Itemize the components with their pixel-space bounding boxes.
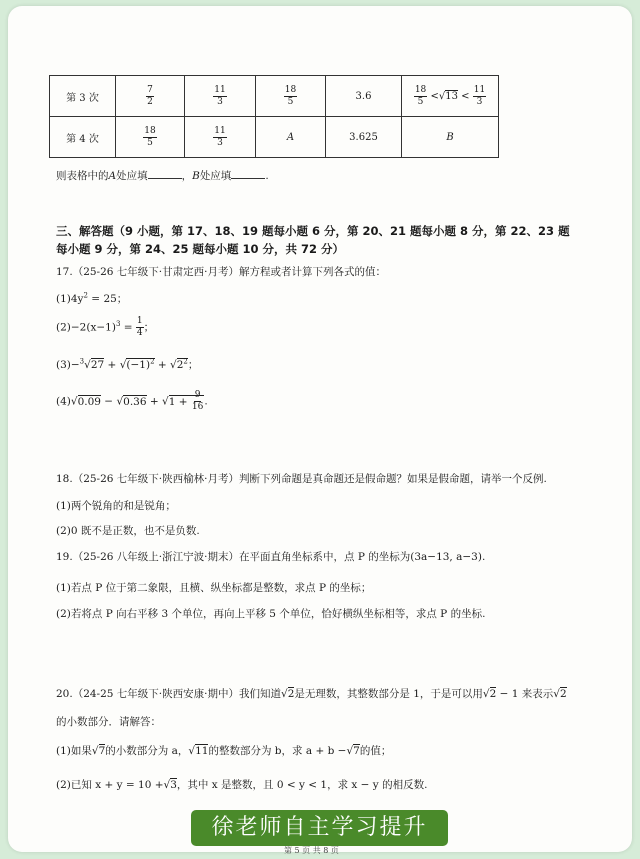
q19-item-2: (2)若将点 P 向右平移 3 个单位，再向上平移 5 个单位，恰好横纵坐标相等，求点 P 的坐标. bbox=[56, 608, 486, 620]
answer-table bbox=[49, 75, 499, 158]
page-footer: 第 5 页 共 8 页 bbox=[284, 846, 339, 855]
table-cell: $\frac{7}{2}$ bbox=[116, 76, 185, 117]
answer-blank[interactable] bbox=[231, 169, 265, 179]
q17-item-1: $(1)4y^2 = 25$； bbox=[56, 291, 128, 305]
fill-blank-line: 则表格中的A处应填 ，B处应填 . bbox=[56, 170, 269, 182]
q18-item-1: (1)两个锐角的和是锐角； bbox=[56, 500, 176, 512]
table-cell: $\frac{18}{5}$ bbox=[256, 76, 326, 117]
q17-item-4: (4)√0.09 − √0.36 + √1 + $\frac{9}{16}$ . bbox=[56, 390, 208, 412]
question-17-stem: 17.（25-26 七年级下·甘肃定西·月考）解方程或者计算下列各式的值： bbox=[56, 266, 386, 278]
answer-blank[interactable] bbox=[148, 169, 182, 179]
table-cell: $\frac{18}{5}$ <√13 < $\frac{11}{3}$ bbox=[402, 76, 499, 117]
q18-item-2: (2)0 既不是正数，也不是负数. bbox=[56, 525, 200, 537]
table-cell: $\frac{18}{5}$ bbox=[116, 117, 185, 158]
question-18-stem: 18.（25-26 七年级下·陕西榆林·月考）判断下列命题是真命题还是假命题？如果是假命题，请举一个反例. bbox=[56, 473, 547, 485]
table-row bbox=[50, 76, 499, 117]
table-cell: B bbox=[402, 117, 499, 158]
section-heading-cont: 每小题 9 分，第 24、25 题每小题 10 分，共 72 分） bbox=[56, 242, 345, 256]
question-20-stem-cont: 的小数部分．请解答： bbox=[56, 716, 161, 728]
watermark-banner: 徐老师自主学习提升 bbox=[191, 810, 448, 846]
table-cell: A bbox=[256, 117, 326, 158]
question-20-stem: 20.（24-25 七年级下·陕西安康·期中）我们知道√2是无理数，其整数部分是 1，于是可以用√2 − 1 来表示√2 bbox=[56, 688, 567, 700]
table-cell: 第 4 次 bbox=[50, 117, 116, 158]
q17-item-2: $(2)-2(x-1)^3$ = $\frac{1}{4}$ ； bbox=[56, 316, 155, 338]
q19-item-1: (1)若点 P 位于第二象限，且横、纵坐标都是整数，求点 P 的坐标； bbox=[56, 582, 372, 594]
table-cell: $\frac{11}{3}$ bbox=[185, 117, 256, 158]
question-19-stem: 19.（25-26 八年级上·浙江宁波·期末）在平面直角坐标系中，点 P 的坐标为(3a−13, a−3). bbox=[56, 551, 486, 563]
section-heading: 三、解答题（9 小题，第 17、18、19 题每小题 6 分，第 20、21 题每小题 8 分，第 22、23 题 bbox=[56, 224, 570, 238]
q20-item-2: (2)已知 x + y = 10 +√3，其中 x 是整数，且 0 < y < 1，求 x − y 的相反数. bbox=[56, 779, 428, 791]
q20-item-1: (1)如果√7的小数部分为 a，√11的整数部分为 b，求 a + b −√7的值； bbox=[56, 745, 392, 757]
table-cell: 3.6 bbox=[326, 76, 402, 117]
q17-item-3: $(3)-^3√27 + √(-1)^2 + √2^2$； bbox=[56, 357, 199, 371]
table-row bbox=[50, 117, 499, 158]
table-cell: 第 3 次 bbox=[50, 76, 116, 117]
table-cell: 3.625 bbox=[326, 117, 402, 158]
table-cell: $\frac{11}{3}$ bbox=[185, 76, 256, 117]
